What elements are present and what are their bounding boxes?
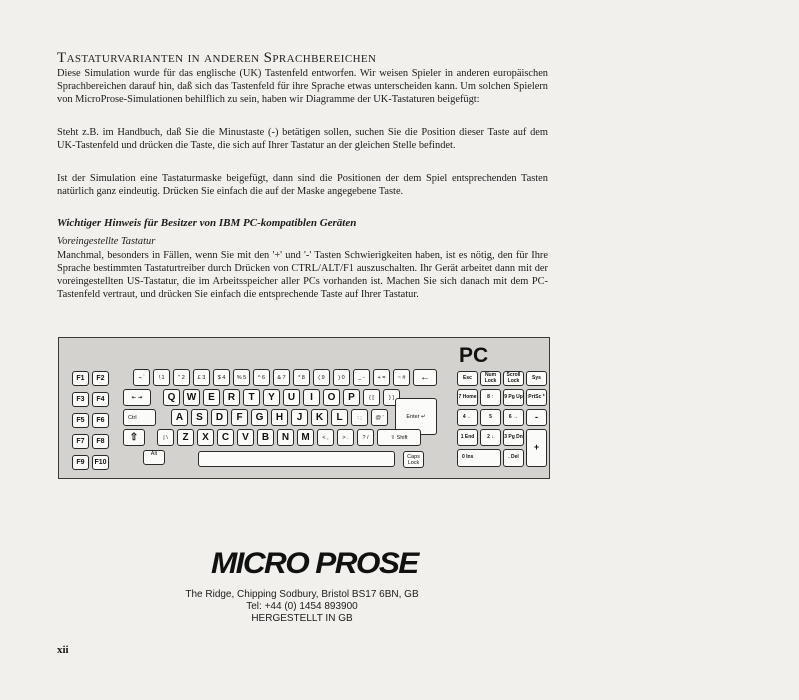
key-num-minus: - bbox=[526, 409, 547, 426]
key-l: L bbox=[331, 409, 348, 426]
key-sys: Sys bbox=[526, 371, 547, 386]
key-backspace: ← bbox=[413, 369, 437, 386]
key-num-9: 9 Pg Up bbox=[503, 389, 524, 406]
key-b: B bbox=[257, 429, 274, 446]
key-space bbox=[198, 451, 395, 467]
key-num-del: . Del bbox=[503, 449, 524, 467]
key-period: > . bbox=[337, 429, 354, 446]
key-num-6: 6 → bbox=[503, 409, 524, 426]
key-f3: F3 bbox=[72, 392, 89, 407]
paragraph-default-keyboard: Manchmal, besonders in Fällen, wenn Sie mit den '+' und '-' Tasten Schwierigkeiten haben, ist es nötig, den für Ihre Sprache bestimmten Tastaturtreiber durch Drücken von CTRL/ALT/F1 auszuschalten. Ihr Gerät arbeitet dann mit der voreingestellten US-Tastatur, die im Arbeitsspeicher aller PCs vorhanden ist. Machen Sie sich danach mit dem PC-Tastenfeld vertraut, und drücken Sie einfach die entsprechende Taste auf Ihrer Tastatur. bbox=[57, 250, 548, 300]
key-bracket-right: } ] bbox=[383, 389, 400, 406]
key-u: U bbox=[283, 389, 300, 406]
key-esc: Esc bbox=[457, 371, 478, 386]
made-in-line: HERGESTELLT IN GB bbox=[251, 613, 353, 624]
key-1: ! 1 bbox=[153, 369, 170, 386]
key-4: $ 4 bbox=[213, 369, 230, 386]
key-t: T bbox=[243, 389, 260, 406]
key-hash: ~ # bbox=[393, 369, 410, 386]
key-f8: F8 bbox=[92, 434, 109, 449]
key-6: ^ 6 bbox=[253, 369, 270, 386]
key-r: R bbox=[223, 389, 240, 406]
key-f4: F4 bbox=[92, 392, 109, 407]
keyboard-diagram bbox=[58, 337, 550, 479]
key-7: & 7 bbox=[273, 369, 290, 386]
key-x: X bbox=[197, 429, 214, 446]
key-z: Z bbox=[177, 429, 194, 446]
key-scroll-lock: Scroll Lock bbox=[503, 371, 524, 386]
key-f7: F7 bbox=[72, 434, 89, 449]
key-i: I bbox=[303, 389, 320, 406]
key-num-4: 4 ← bbox=[457, 409, 478, 426]
key-h: H bbox=[271, 409, 288, 426]
key-tab: ⇤ ⇥ bbox=[123, 389, 151, 406]
key-a: A bbox=[171, 409, 188, 426]
key-num-7: 7 Home bbox=[457, 389, 478, 406]
key-semicolon: : ; bbox=[351, 409, 368, 426]
key-num-0: 0 Ins bbox=[457, 449, 501, 467]
key-prtsc: PrtSc * bbox=[526, 389, 547, 406]
key-2: " 2 bbox=[173, 369, 190, 386]
paragraph-keyboard-mask: Ist der Simulation eine Tastaturmaske beigefügt, dann sind die Positionen der dem Spiel entsprechenden Tasten natürlich ganz eindeutig. Drücken Sie einfach die auf der Maske angegebene Taste. bbox=[57, 173, 548, 197]
key-q: Q bbox=[163, 389, 180, 406]
key-e: E bbox=[203, 389, 220, 406]
page-number: xii bbox=[57, 644, 69, 656]
key-minus: _ - bbox=[353, 369, 370, 386]
key-c: C bbox=[217, 429, 234, 446]
key-slash: ? / bbox=[357, 429, 374, 446]
key-apostrophe: @ ' bbox=[371, 409, 388, 426]
key-j: J bbox=[291, 409, 308, 426]
key-9: ( 9 bbox=[313, 369, 330, 386]
key-f: F bbox=[231, 409, 248, 426]
key-w: W bbox=[183, 389, 200, 406]
keyboard-label: PC bbox=[459, 344, 489, 367]
key-f5: F5 bbox=[72, 413, 89, 428]
key-enter: Enter ↵ bbox=[395, 398, 437, 435]
key-equals: + = bbox=[373, 369, 390, 386]
key-n: N bbox=[277, 429, 294, 446]
address-line: The Ridge, Chipping Sodbury, Bristol BS17 6BN, GB bbox=[185, 589, 419, 600]
key-0: ) 0 bbox=[333, 369, 350, 386]
key-shift-right: ⇧ Shift bbox=[377, 429, 421, 446]
key-d: D bbox=[211, 409, 228, 426]
microprose-logo: MICRO PROSE bbox=[211, 547, 418, 580]
key-backtick: ¬ ` bbox=[133, 369, 150, 386]
phone-line: Tel: +44 (0) 1454 893900 bbox=[246, 601, 358, 612]
key-f6: F6 bbox=[92, 413, 109, 428]
key-s: S bbox=[191, 409, 208, 426]
key-g: G bbox=[251, 409, 268, 426]
key-num-5: 5 bbox=[480, 409, 501, 426]
key-5: % 5 bbox=[233, 369, 250, 386]
paragraph-intro: Diese Simulation wurde für das englische (UK) Tastenfeld entworfen. Wir weisen Spieler in anderen europäischen Sprachbereichen darauf hin, daß sich das Tastenfeld für ihre Sprache etwas unterscheiden kann. Um solchen Spielern von MicroProse-Simulationen behilflich zu sein, haben wir Diagramme der UK-Tastaturen beigefügt: bbox=[57, 68, 548, 105]
key-alt: Alt bbox=[143, 450, 165, 465]
key-k: K bbox=[311, 409, 328, 426]
key-comma: < , bbox=[317, 429, 334, 446]
ibm-notice-heading: Wichtiger Hinweis für Besitzer von IBM PC-kompatiblen Geräten bbox=[57, 217, 357, 229]
key-v: V bbox=[237, 429, 254, 446]
key-num-8: 8 ↑ bbox=[480, 389, 501, 406]
key-num-plus: + bbox=[526, 429, 547, 467]
section-heading: Tastaturvarianten in anderen Sprachbereichen bbox=[57, 50, 377, 66]
key-f1: F1 bbox=[72, 371, 89, 386]
key-backslash: | \ bbox=[157, 429, 174, 446]
key-bracket-left: { [ bbox=[363, 389, 380, 406]
key-m: M bbox=[297, 429, 314, 446]
key-ctrl: Ctrl bbox=[123, 409, 156, 426]
key-f10: F10 bbox=[92, 455, 109, 470]
key-num-1: 1 End bbox=[457, 429, 478, 446]
paragraph-minus-key: Steht z.B. im Handbuch, daß Sie die Minustaste (-) betätigen sollen, suchen Sie die Position dieser Taste auf dem UK-Tastenfeld und drücken die Taste, die sich auf Ihrer Tastatur an der gleichen Stelle befindet. bbox=[57, 127, 548, 151]
key-num-lock: Num Lock bbox=[480, 371, 501, 386]
key-num-3: 3 Pg Dn bbox=[503, 429, 524, 446]
key-p: P bbox=[343, 389, 360, 406]
key-f9: F9 bbox=[72, 455, 89, 470]
key-8: * 8 bbox=[293, 369, 310, 386]
key-num-2: 2 ↓ bbox=[480, 429, 501, 446]
key-caps-lock: Caps Lock bbox=[403, 451, 424, 468]
key-y: Y bbox=[263, 389, 280, 406]
key-f2: F2 bbox=[92, 371, 109, 386]
default-keyboard-heading: Voreingestellte Tastatur bbox=[57, 236, 156, 247]
key-3: £ 3 bbox=[193, 369, 210, 386]
key-o: O bbox=[323, 389, 340, 406]
key-shift-left: ⇧ bbox=[123, 429, 145, 446]
